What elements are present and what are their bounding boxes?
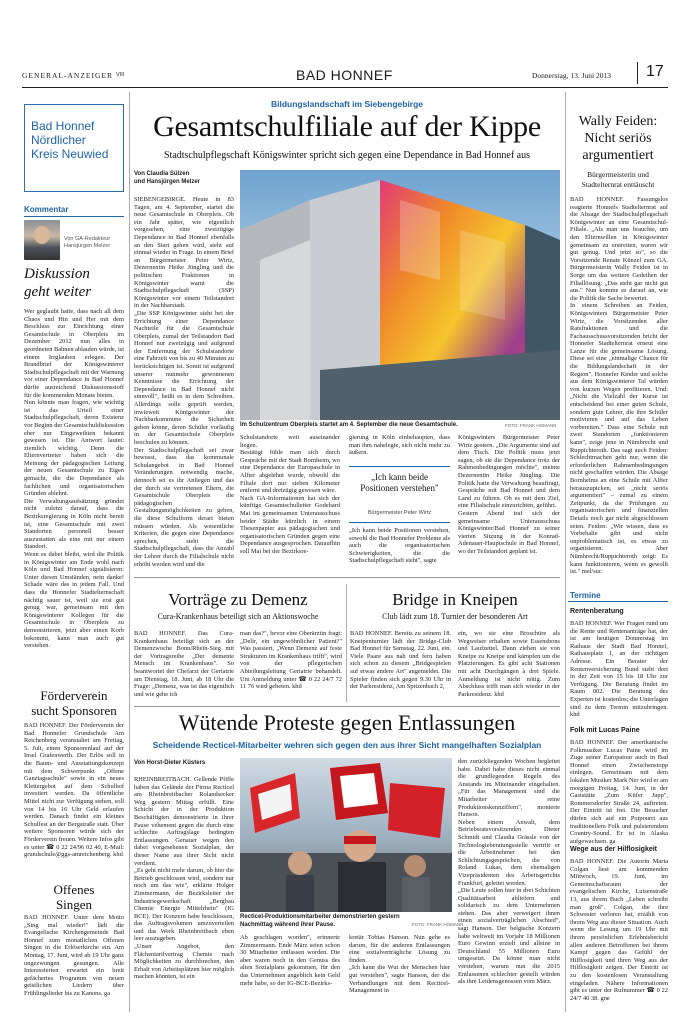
left-divider: [129, 92, 130, 1012]
kneipen-column-2: ein, wo sie eine Broschüre als Wegweiser erhalten sowie Essensbons und Laufzettel. Dann ziehen sie von Kneipe zu Kneipe und kämpfen um die Platzierungen. Es gibt acht Stationen mit acht Durchgängen à drei Spiele. Anmeldung ist nicht nötig. Zum Abschluss trifft man sich wieder in der Parkresidenz. khd: [458, 630, 560, 698]
side-subhead-1: Bürgermeisterin und: [587, 170, 649, 179]
main-column-1: SIEBENGEBIRGE. Heute in 83 Tagen, am 4. September, startet die neue Gesamtschule in Oberpleis. Ob ein Jahr später, wie eigentlich vorgesehen, eine zweizügige Dependance in Bad Honnef ebenfalls an den Start gehen wird, steht auf einmal wieder in Frage. In einem Brief an Bürgermeister Peter Wirtz, Dezernentin Heike Jüngling und die politischen Fraktionen in Königswinter warnt die Stadtschulpflegschaft (SSP) Königswinter vor einem Teilstandort in der Nachbarstadt. „Die SSP Königswinter sieht bei der Errichtung einer Dependance Nachteile für die Gesamtschule Oberpleis, zumal der Teilstandort Bad Honnef nur zweizügig und aufgrund der Entfernung der Schulstandorte eine Fahrzeit von bis zu 40 Minuten zu berücksichtigen ist. Somit ist aufgrund unserer nunmehr gewonnenen Kenntnisse die Errichtung der Dependance in Bad Honnef nicht sinnvoll", heißt es in dem Schreiben. Allerdings solle geprüft werden, inwieweit Königswinter der Nachbarkommune die Sicherheit geben könne, deren Schüler vorläufig in der Gesamtschule Oberpleis beschulen zu können. Der Stadtschulpflegschaft sei zwar bewusst, dass das kommunale Schulangebot in Bad Honnef Veränderungen notwendig mache, dennoch sei es ihr Anliegen und das der durch sie vertretenen Eltern, die Gesamtschule Oberpleis die pädagogischen Gestaltungsmöglichkeiten zu geben, die diese Schulform derart bieten müssen würden. Als wesentliche Kriterien, die gegen eine Dependance sprechen, sieht die Stadtschulpflegschaft, dass die Anzahl der Lehrer durch die Filialschule nicht erhöht werden wird und die: [134, 196, 234, 568]
mid-divider: [346, 584, 347, 702]
right-divider: [565, 92, 566, 1012]
vortraege-column-1: BAD HONNEF. Das Cura-Krankenhaus beteiligt sich an der Demenzwoche Bonn/Rhein-Sieg mit der Vortragsreihe „Der demente Mensch im Krankenhaus". So beantwortet der Chefarzt der Geriatrie am Dienstag, 18. Juni, ab 18 Uhr die Frage: „Demenz, was ist das eigentlich und wie gehe ich: [134, 630, 234, 698]
vortraege-subhead: Cura-Krankenhaus beteiligt sich an Aktionswoche: [157, 612, 319, 621]
section-code: VIII: [116, 72, 125, 78]
issue-date: Donnerstag, 13. Juni 2013: [532, 71, 611, 80]
promo-line-2: Nördlicher: [31, 133, 86, 147]
kneipen-column-1: BAD HONNEF. Bereits zu seinem 18. Kneipenturnier lädt der Bridge-Club Bad Honnef für Samstag, 22. Juni, ein. Viele Paare aus nah und fern haben sich schon zu diesem „Bridgespielen auf etwas andere Art" angemeldet. Die Spieler finden sich gegen 9.30 Uhr in der Parkresidenz, Am Spitzenbach 2,: [350, 630, 451, 691]
side-title-3: argumentiert: [582, 148, 654, 163]
kommentar-rule: [24, 216, 124, 217]
kommentar-title-1: Diskussion: [24, 266, 90, 282]
termin-1-title: Rentenberatung: [570, 608, 624, 615]
main-photo: [240, 170, 560, 420]
quote-rule-top: [349, 466, 450, 467]
offenes-title-1: Offenes: [53, 882, 95, 897]
foerderverein-title-1: Förderverein: [40, 688, 108, 703]
masthead: [22, 63, 668, 86]
section-title: BAD HONNEF: [296, 67, 393, 83]
main-kicker: Bildungslandschaft im Siebengebirge: [270, 99, 424, 109]
mid-rule: [134, 577, 560, 578]
protest-photo: [240, 758, 452, 912]
termin-3-title: Wege aus der Hilflosigkeit: [570, 846, 658, 853]
protest-illustration: [240, 758, 452, 912]
offenes-title-2: Singen: [55, 897, 93, 912]
protest-headline: Wütende Proteste gegen Entlassungen: [178, 710, 516, 735]
promo-line-3: Kreis Neuwied: [31, 147, 109, 161]
side-subhead-2: Stadtelternrat enttäuscht: [581, 180, 655, 189]
pull-quote: „Ich kann beide Positionen verstehen": [360, 472, 439, 493]
protest-photo-caption: Recticel-Produktionsmitarbeiter demonstrierten gestern Nachmittag während ihrer Pause.: [240, 914, 400, 928]
protest-column-4: den zurückliegenden Wochen begleitet habe. Dabei habe dieses nicht einmal die grundlegenden Regeln des Anstands im Miteinander eingehalten. „Für das Management sind die Mitarbeiter reine Produktionskennziffern", monierte Hanson. Neben einem Anwalt, dem Betriebsratsvorsitzenden Dieter Schmidt und Claudia Grässle von der Technologieberatungsstelle vertritt er die Arbeitnehmer bei den Schlichtungsgesprächen, die von Roland Lukas, dem ehemaligen Vizepräsidenten des Arbeitsgerichts Frankfurt, geleitet werden. „Die Leute sollen hier in drei Schichten Qualitätsarbeit abliefern und solidarisch zu dem Unternehmen stehen. Das aber verweigert ihnen einen sozialverträglichen Abschied", sagt Hanson. Der belgische Konzern habe weltweit im Vorjahr 18 Millionen Euro Gewinn erzielt und alleine in Deutschland 55 Millionen Euro umgesetzt. Da könne man nicht verstehen, warum nun die 2015 Entlassenen schlechter gestellt würden als ihre Leidensgenossen vom März.: [458, 758, 560, 986]
termin-2-body: BAD HONNEF. Der amerikanische Folkmusiker Lucas Paine wird im Zuge seiner Europatour auch in Bad Honnef einen Zwischenstopp einlegen. Gemeinsam mit dem lokalen Musiker Mark Ner wird er am morgigen Freitag, 14. Juni, in der Gaststätte „Zum Küfer Jupp", Rommersdorfer Straße 24, auftreten. Der Eintritt ist frei. Die Besucher dürfen sich auf ein Potpourri aus traditionellem Folk und pulsierendem Country-Sound. Er ist in Alaska aufgewachsen. ga: [570, 739, 668, 845]
termin-3-body: BAD HONNEF. Die Autorin Maria Colgan liest am kommenden Mittwoch, 19. Juni, im Gemeinschaftsraum der evangelischen Kirche, Luisenstraße 13, aus ihrem Buch „Leben schreibt man groß". Colgan, die ihre Schwester verloren hat, erzählt von ihrem Weg aus dieser Situation. Auch wenn die Lesung um 19 Uhr mit ihrem persönlichen Erlebnisbericht allen anderen Betroffenen bei ihrem Kampf gegen das Gefühl der Hilflosigkeit und ihren Weg aus der Hilflosigkeit zeigen. Der Eintritt ist zu den kostenlosen Veranstaltung eingeladen. Nähere Informationen gibt es unter der Rufnummer ☎ 0 22 24/7 40 38. gne: [570, 858, 668, 1002]
kneipen-headline: Bridge in Kneipen: [392, 590, 518, 609]
side-body: BAD HONNEF. Fassungslos reagierte Honnefs Stadtelternrat auf die Absage der Stadtschulpflegschaft Königswinter an eine Gesamtschul-Filiale. „Als man uns brauchte, um den Elternwillen in Königswinter gemeinsam zu erstreiten, waren wir gut genug. Und jetzt so", so die Vorsitzende Renate Künzel zum GA. Bürgermeisterin Wally Feiden ist in Sorge um das weitere Gedeihen der Filiallösung: „Das steht gar nicht gut aus." Nun komme es darauf an, wie die Politik die Sache bewertet. In einem Schreiben an Feiden, Königswinters Bürgermeister Peter Wirtz, die Vorsitzenden aller Ratsfraktionen und die Fachausschussvorsitzenden bricht der Honnefer Stadtelternrat erneut eine Lanze für die gemeinsame Lösung. Diese sei eine „einmalige Chance für die Bildungslandschaft in der Region". Honnefer Kinder und solche aus dem Königswinterer Tal würden von kurzen Wegen profitieren. Und: „Nicht die Vielzahl der Kurse ist entscheidend bei einer guten Schule, sondern gute Lehrer, die ihre Schüler motivieren und auf das Leben vorbereiten." Dass eine Schule mit zwei Standorten „funktionieren kann", zeige jene in Nümbrecht und Ruppichteroth. Das sagt auch Feiden: Schlechtmachen geht nur, wenn die erforderlichen Rahmenbedingungen nicht geschaffen würden. Die Absage Bornheims an eine Schule mit Alfter herauszupicken, sei „nicht seriös argumentiert" – zumal zu einem Zeitpunkt, da die Prüfungen zu organisatorischen und finanziellen Details noch gar nicht abgeschlossen seien. Feiden: „Wir wissen, dass es Vorbehalte gibt und nicht unproblematisch ist, es etwas zu organisieren. Aber Nümbrecht/Ruppichteroth zeigt: Es kann funktionieren, wenn es gewollt ist." mel/suc: [570, 196, 668, 576]
main-photo-credit: FOTO: FRANK HOMANN: [505, 423, 557, 428]
kommentar-body: Wer geglaubt hatte, dass nach all dem Chaos und Hin und Her mit dem Beschluss zur Einrichtung einer Gesamtschule in Oberpleis im Dezember 2012 nun alles in geordneten Bahnen ablaufen würde, ist einem Irrglauben erlegen. Der Brandbrief der Königswinterer Stadtschulpflegschaft mit der Warnung vor einer Dependance in Bad Honnef dürfte ausreichend Diskussionsstoff für die kommenden Monate bieten. Nun könnte man fragen, wie wichtig ist das Urteil einer Stadtschulpflegschaft, deren Existenz vor Beginn der Gesamtschuldiskussion eher nur Eingeweihten bekannt gewesen ist. Die Antwort lautet: ziemlich wichtig. Denn die Elternvertreter haben sich die Meinung der pädagogischen Leitung der neuen Gesamtschule zu Eigen gemacht, die die Dependance als fachlichen und organisatorischen Gründen ablehnt. Die Verwaltungsaufsätzung gründet nicht zuletzt darauf, dass die Bezirksregierung in Köln nicht bereit ist, eine Gesamtschule mit zwei Standorten personell besser auszustatten als eine mit nur einem Standort. Wenn es dabei bleibt, wird die Politik in Königswinter am Ende wohl nach Köln und Bad Honnef signalisieren: Unter diesen Umständen, nein danke! Schade wäre das in jedem Fall. Und dass die Honnefer Stadtelternschaft nächtig sauer ist, weil sie erst gut genug war, gemeinsam mit den Königswinterer Kollegen für die Gesamtschule in Oberpleis zu demonstrieren, jetzt aber einen Korb bekommt, kann man auch gut verstehen.: [24, 308, 124, 650]
main-column-4: Königswinters Bürgermeister Peter Wirtz gestern. „Die Argumente sind auf dem Tisch. Die Politik muss jetzt sagen, ob sie die Dependance trotz der Rahmenbedingungen möchte", meinte Dezernentin Heike Jüngling. Die Politik hatte die Verwaltung beauftragt, Gespräche mit Bad Honnef und dem Land zu führen. Ob es mit dem Ziel, eine Filialschule einzurichten, geführt. Gestern Abend traf sich der gemeinsame Unterausschuss Königswinter/Bad Honnef zu seiner vierten Sitzung in der Konrad-Adenauer-Hauptschule in Bad Honnef, wo der Teilstandort geplant ist.: [458, 434, 560, 555]
promo-line-1: Bad Honnef: [31, 119, 95, 133]
protest-column-2: Ab geschlagen worden", erinnerte Zimmermann. Ende März seien schon 30 Mitarbeiter entlassen worden. Die aber waren noch in den Genuss des alten Sozialplans gekommen, für den das Unternehmen angeblich kein Geld mehr habe, so der IG-BCE-Bezirks-: [240, 934, 340, 987]
main-headline: Gesamtschulfiliale auf der Kippe: [153, 110, 541, 143]
page-divider: [637, 62, 638, 84]
kneipen-subhead: Club lädt zum 18. Turnier der besonderen Art: [382, 612, 528, 621]
main-column-2: Schulstandorte weit auseinander liegen. Bestätigt fühle man sich durch Gespräche mit der Stadt Bornheim, wo eine Dependance der Europaschule in Alfter abgelehnt wurde, obwohl die Filiale dort nur sieben Kilometer entfernt und dreizügig gewesen wäre. Nach GA-Informationen hat sich der künftige Gesamtschulleiter Godehard Mai im gemeinsamen Unterausschuss beider Städte kürzlich in einem Thesenpapier aus pädagogischen und organisatorischen Gründen gegen eine Dependance ausgesprochen. Daraufhin soll Mai bei der Bezirksre-: [240, 434, 340, 555]
protest-rule: [134, 706, 560, 707]
page-number: 17: [646, 63, 664, 80]
termine-label: Termine: [570, 591, 601, 600]
paper-name: GENERAL-ANZEIGER: [22, 71, 113, 80]
main-byline-1: Von Claudia Sülzen: [134, 171, 190, 177]
protest-subhead: Scheidende Recticel-Mitarbeiter wehren sich gegen den aus ihrer Sicht mangelhaften Sozialplan: [152, 740, 542, 750]
author-note: Von GA-Redakteur Hansjürgen Melzer: [64, 236, 111, 249]
foerderverein-title-2: sucht Sponsoren: [31, 703, 117, 718]
termin-2-title: Folk mit Lucas Paine: [570, 727, 640, 734]
protest-byline: Von Horst-Dieter Küsters: [134, 760, 206, 766]
main-column-3b: „Ich kann beide Positionen verstehen, sowohl die Bad Honnefer Probleme als auch die organisatorischen Schwierigkeiten, die die Stadtschulpflegschaft sieht", sagte: [349, 527, 450, 565]
main-byline-2: und Hansjürgen Melzer: [134, 179, 201, 185]
main-column-3a: gierung in Köln einbehaupten, dass man ihm nahelegte, sich nicht mehr zu äußern.: [349, 434, 450, 457]
protest-photo-credit: FOTO: FRANK HOMANN: [412, 922, 464, 927]
protest-column-1: RHEINBREITBACH. Gellende Pfiffe haben das Gelände der Firma Recticel am Rheinbreitbacher Rolandsecker Weg gestern Mittag erfüllt. Eine Schicht der in der Produktion Beschäftigten demonstrierte in ihrer Pause vehement gegen die durch eine schlechte Auftragslage bedingten Entlassungen. Genauer wegen den dabei vorgesehenen Sozialplan, der dieser Name aus ihrer Sicht nicht verdient. „Es geht nicht mehr darum, ob hier die Betrieb geschlossen wird, sondern nur noch um das wie", erklärte Holger Zimmermann, der Bezirksleiter der Industriegewerkschaft „Bergbau Chemie Energie Mittelrhein" (IG BCE). Der Konzern habe beschlossen, das Auftragsvolumen umzuverteilen und das Werk Rheinbreitbach eben leer auszugeben. „Unser Angebot, den Flächentarifvertrag Chemie nach Möglichkeiten zu durchbrechen, den Erhalt von Arbeitsplätzen hier möglich machen könnten, ist ein: [134, 776, 234, 981]
main-photo-caption: Im Schulzentrum Oberpleis startet am 4. September die neue Gesamtschule.: [240, 422, 458, 428]
pull-quote-attribution: Bürgermeister Peter Wirtz: [367, 510, 432, 516]
offenes-body: BAD HONNEF. Unter dem Motto „Sing mal wieder!" lädt die Evangelische Kirchengemeinde Bad Honnef zum monatlichen Offenen Singen in die Erlöserkirche ein. Am Montag, 17. Juni, wird ab 19 Uhr ganz ungezwungen gesungen. Alle Interessierten erwartet ein breit gefächertes Programm von neuen geistlichen Liedern über Frühlingslieder bis zu Kanons. ga: [24, 914, 124, 997]
foerderverein-body: BAD HONNEF. Der Förderverein der Bad Honnefer Grundschule Am Reichenberg veranstaltet am Freitag, 5. Juli, einen Sponsorenlauf auf der Insel Grafenwerth. Der Erlös soll in die Baum- und Ausstattungskonzept mit dem Schwerpunkt „Offene Ganztagsschule" sowie in ein neues Klettergebot auf dem Schulhof investiert werden. Da öffentliche Mittel nicht zur Verfügung stehen, soll von 14 bis 16 Uhr Geld erlaufen werden. Danach findet ein kleines Schulfest an der Bergstraße statt. Über weitere Sponsoren würde sich der Förderverein freuen. Weitere Infos gibt es unter ☎ 0 22 24/96 02 40, E-Mail: grundschule@ggs-amreichenberg. khd: [24, 722, 124, 859]
kommentar-label: Kommentar: [24, 205, 69, 214]
protest-column-3: kretär Tobias Hanson. Nun gehe es darum, für die anderen Entlassungen eine sozialverträgliche Lösung zu finden. „Ich kann die Wut der Menschen hier gut verstehen", sagte Hanson, der die Verhandlungen mit dem Recticel-Management in: [349, 934, 450, 995]
vortraege-column-2: man das?", bevor eine Oberärztin fragt: „Delir, ein ungewöhnlicher Patient?" Was passiert, „Wenn Demenz auf feste Strukturen im Krankenhaus trifft", wird von der pflegerischen Abteilungsleitung Geriatrie behandelt. Um Anmeldung unter ☎ 0 22 24/7 72 11 76 wird gebeten. khd: [240, 630, 342, 691]
header-rule: [22, 87, 668, 88]
side-title-2: Nicht seriös: [584, 131, 652, 146]
author-photo: [24, 220, 60, 260]
promo-box: [24, 104, 124, 192]
school-building-illustration: [240, 170, 560, 420]
vortraege-headline: Vorträge zu Demenz: [168, 590, 308, 609]
main-subhead: Stadtschulpflegschaft Königswinter spricht sich gegen eine Dependance in Bad Honnef aus: [163, 150, 530, 161]
side-title-1: Wally Feiden:: [578, 114, 658, 129]
termin-1-body: BAD HONNEF. Wer Fragen rund um die Rente und Rentenanträge hat, der ist am heutigen Donnerstag im Rathaus der Stadt Bad Honnef, Rathausplatz 1, an der richtigen Adresse. Ein Berater der Rentenversicherung Bund steht dort in der Zeit von 15 bis 18 Uhr zur Verfügung. Die Beratung findet im Raum 002. Die Beratung des Experten ist kostenlos; die Unterlagen sind zu dem Termin mitzubringen. khd: [570, 620, 668, 719]
kommentar-title-2: geht weiter: [24, 284, 92, 300]
quote-rule-bottom: [349, 522, 450, 523]
